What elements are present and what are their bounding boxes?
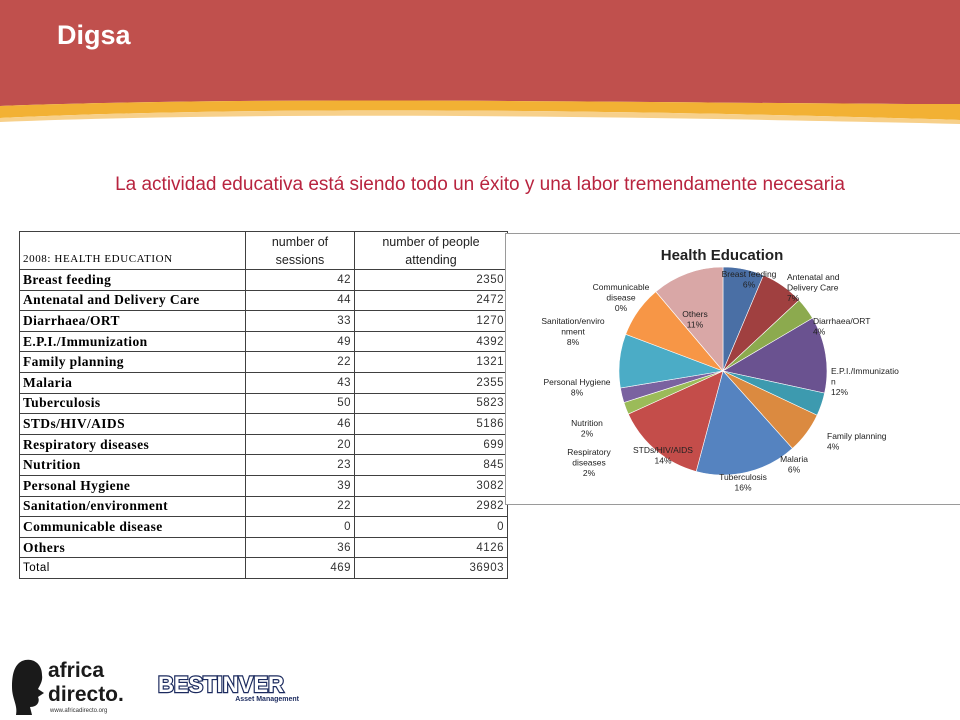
table-row	[20, 434, 508, 455]
row-name: Respiratory diseases	[20, 434, 246, 455]
table-row	[20, 475, 508, 496]
row-attending: 2350	[355, 270, 508, 291]
table-row	[20, 455, 508, 476]
row-attending: 4126	[355, 537, 508, 558]
row-sessions: 23	[246, 455, 355, 476]
pie-label-11: Sanitation/enviro nment 8%	[541, 316, 605, 347]
table-row	[20, 496, 508, 517]
table-title: 2008: HEALTH EDUCATION	[20, 232, 246, 270]
total-label: Total	[20, 558, 246, 579]
pie-label-8: Respiratory diseases 2%	[567, 447, 611, 478]
table-row	[20, 311, 508, 332]
row-attending: 1270	[355, 311, 508, 332]
row-attending: 3082	[355, 475, 508, 496]
row-sessions: 46	[246, 414, 355, 435]
table-row	[20, 414, 508, 435]
africa-logo-line2: directo.	[48, 683, 124, 706]
pie-label-2: Diarrhaea/ORT 4%	[813, 316, 871, 337]
row-name: Personal Hygiene	[20, 475, 246, 496]
table-row	[20, 517, 508, 538]
pie-label-13: Others 11%	[682, 309, 708, 330]
row-name: Breast feeding	[20, 270, 246, 291]
column-header-sessions-line1: number of	[271, 234, 329, 249]
row-name: Tuberculosis	[20, 393, 246, 414]
pie-chart-container	[505, 233, 960, 505]
bestinver-logo	[158, 672, 300, 703]
row-attending: 2982	[355, 496, 508, 517]
row-sessions: 49	[246, 331, 355, 352]
table-header-row	[20, 232, 508, 270]
row-attending: 5823	[355, 393, 508, 414]
africa-directo-logo	[12, 659, 124, 715]
row-attending: 845	[355, 455, 508, 476]
table-row	[20, 270, 508, 291]
row-sessions: 42	[246, 270, 355, 291]
row-name: Sanitation/environment	[20, 496, 246, 517]
column-header-sessions	[246, 232, 355, 270]
row-name: Nutrition	[20, 455, 246, 476]
table-total-row	[20, 558, 508, 579]
row-name: Antenatal and Delivery Care	[20, 290, 246, 311]
table-row	[20, 352, 508, 373]
row-name: Communicable disease	[20, 517, 246, 538]
table-row	[20, 331, 508, 352]
pie-label-1: Antenatal and Delivery Care 7%	[787, 272, 840, 303]
column-header-attending	[355, 232, 508, 270]
chart-title: Health Education	[660, 247, 784, 264]
table-row	[20, 537, 508, 558]
pie-label-9: Nutrition 2%	[571, 418, 603, 439]
row-attending: 699	[355, 434, 508, 455]
row-name: Family planning	[20, 352, 246, 373]
pie-chart	[505, 233, 960, 505]
health-education-table	[19, 231, 508, 579]
row-attending: 1321	[355, 352, 508, 373]
africa-logo-url: www.africadirecto.org	[50, 708, 108, 714]
row-name: Malaria	[20, 372, 246, 393]
header-band	[0, 0, 960, 130]
row-sessions: 43	[246, 372, 355, 393]
pie-label-6: Tuberculosis 16%	[719, 472, 767, 493]
slide-subtitle: La actividad educativa está siendo todo un éxito y una labor tremendamente necesaria	[115, 174, 845, 195]
row-name: Others	[20, 537, 246, 558]
row-sessions: 22	[246, 352, 355, 373]
table-row	[20, 290, 508, 311]
bestinver-logo-text: BESTINVER	[158, 672, 284, 697]
row-sessions: 39	[246, 475, 355, 496]
row-sessions: 20	[246, 434, 355, 455]
pie-label-4: Family planning 4%	[827, 431, 887, 452]
row-sessions: 0	[246, 517, 355, 538]
column-header-sessions-line2: sessions	[275, 252, 325, 267]
total-sessions: 469	[246, 558, 355, 579]
total-attending: 36903	[355, 558, 508, 579]
pie-label-12: Communicable disease 0%	[592, 282, 650, 313]
row-sessions: 36	[246, 537, 355, 558]
pie-label-7: STDs/HIV/AIDS 14%	[633, 445, 693, 466]
africa-logo-line1: africa	[48, 659, 105, 682]
pie-label-10: Personal Hygiene 8%	[543, 377, 611, 398]
table-body	[20, 270, 508, 579]
row-attending: 5186	[355, 414, 508, 435]
pie-label-0: Breast feeding 6%	[721, 269, 777, 290]
row-sessions: 22	[246, 496, 355, 517]
row-sessions: 50	[246, 393, 355, 414]
row-attending: 0	[355, 517, 508, 538]
column-header-attending-line1: number of people	[382, 234, 480, 249]
table-row	[20, 393, 508, 414]
table-row	[20, 372, 508, 393]
row-attending: 2355	[355, 372, 508, 393]
pie-label-5: Malaria 6%	[780, 454, 808, 475]
row-name: STDs/HIV/AIDS	[20, 414, 246, 435]
slide-title: Digsa	[57, 20, 131, 50]
row-name: Diarrhaea/ORT	[20, 311, 246, 332]
row-attending: 4392	[355, 331, 508, 352]
footer-logos	[10, 655, 310, 717]
row-sessions: 33	[246, 311, 355, 332]
column-header-attending-line2: attending	[405, 252, 457, 267]
row-sessions: 44	[246, 290, 355, 311]
row-attending: 2472	[355, 290, 508, 311]
row-name: E.P.I./Immunization	[20, 331, 246, 352]
pie-label-3: E.P.I./Immunizatio n 12%	[831, 366, 899, 397]
bestinver-logo-subtext: Asset Management	[235, 696, 299, 703]
